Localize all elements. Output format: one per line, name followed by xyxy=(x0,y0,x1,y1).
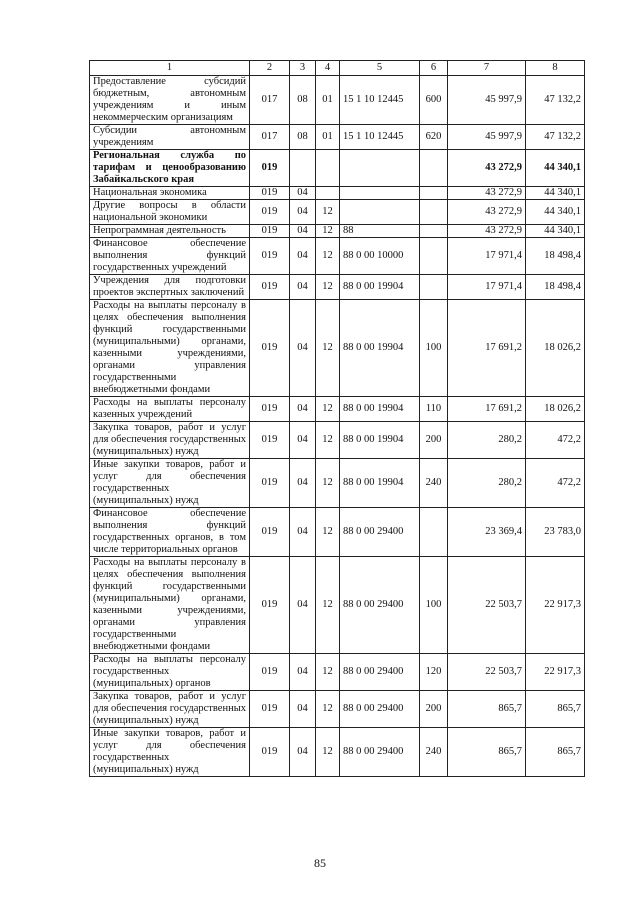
table-row xyxy=(90,275,585,300)
column-header: 1 xyxy=(90,61,250,76)
amount-year-2: 44 340,1 xyxy=(526,200,585,225)
amount-year-1: 17 691,2 xyxy=(448,397,526,422)
section-code: 04 xyxy=(290,459,316,508)
expense-type-code: 100 xyxy=(420,557,448,654)
amount-year-2: 865,7 xyxy=(526,691,585,728)
table-row xyxy=(90,397,585,422)
column-header: 8 xyxy=(526,61,585,76)
subsection-code xyxy=(316,187,340,200)
subsection-code: 12 xyxy=(316,508,340,557)
expense-type-code xyxy=(420,187,448,200)
section-code xyxy=(290,150,316,187)
row-description: Предоставление субсидий бюджетным, автономным учреждениям и иным некоммерческим организациям xyxy=(90,76,250,125)
amount-year-2: 18 026,2 xyxy=(526,300,585,397)
column-header: 2 xyxy=(250,61,290,76)
amount-year-1: 43 272,9 xyxy=(448,200,526,225)
table-row xyxy=(90,691,585,728)
section-code: 04 xyxy=(290,397,316,422)
admin-code: 019 xyxy=(250,225,290,238)
section-code: 04 xyxy=(290,508,316,557)
amount-year-2: 22 917,3 xyxy=(526,557,585,654)
table-row xyxy=(90,150,585,187)
column-header: 7 xyxy=(448,61,526,76)
expense-type-code: 100 xyxy=(420,300,448,397)
amount-year-2: 47 132,2 xyxy=(526,76,585,125)
target-article-code: 15 1 10 12445 xyxy=(340,125,420,150)
expense-type-code: 200 xyxy=(420,691,448,728)
amount-year-2: 18 498,4 xyxy=(526,275,585,300)
subsection-code: 12 xyxy=(316,275,340,300)
target-article-code: 88 xyxy=(340,225,420,238)
amount-year-1: 865,7 xyxy=(448,691,526,728)
amount-year-2: 44 340,1 xyxy=(526,225,585,238)
section-code: 04 xyxy=(290,300,316,397)
row-description: Иные закупки товаров, работ и услуг для обеспечения государственных (муниципальных) нужд xyxy=(90,459,250,508)
page-number: 85 xyxy=(314,856,326,870)
section-code: 04 xyxy=(290,654,316,691)
target-article-code: 88 0 00 19904 xyxy=(340,300,420,397)
admin-code: 019 xyxy=(250,728,290,777)
section-code: 04 xyxy=(290,187,316,200)
target-article-code: 88 0 00 19904 xyxy=(340,422,420,459)
expense-type-code xyxy=(420,275,448,300)
subsection-code: 12 xyxy=(316,459,340,508)
expense-type-code: 200 xyxy=(420,422,448,459)
amount-year-1: 280,2 xyxy=(448,459,526,508)
admin-code: 019 xyxy=(250,557,290,654)
amount-year-1: 865,7 xyxy=(448,728,526,777)
amount-year-2: 23 783,0 xyxy=(526,508,585,557)
table-row xyxy=(90,508,585,557)
table-row xyxy=(90,200,585,225)
section-code: 04 xyxy=(290,728,316,777)
amount-year-2: 865,7 xyxy=(526,728,585,777)
subsection-code: 12 xyxy=(316,728,340,777)
column-header: 4 xyxy=(316,61,340,76)
expense-type-code xyxy=(420,238,448,275)
target-article-code xyxy=(340,187,420,200)
row-description: Другие вопросы в области национальной экономики xyxy=(90,200,250,225)
amount-year-2: 44 340,1 xyxy=(526,150,585,187)
table-row xyxy=(90,459,585,508)
amount-year-2: 44 340,1 xyxy=(526,187,585,200)
row-description: Региональная служба по тарифам и ценообразованию Забайкальского края xyxy=(90,150,250,187)
subsection-code xyxy=(316,150,340,187)
table-body xyxy=(90,76,585,777)
amount-year-1: 280,2 xyxy=(448,422,526,459)
admin-code: 019 xyxy=(250,187,290,200)
subsection-code: 12 xyxy=(316,200,340,225)
amount-year-1: 23 369,4 xyxy=(448,508,526,557)
expense-type-code xyxy=(420,150,448,187)
budget-table xyxy=(89,60,585,777)
row-description: Закупка товаров, работ и услуг для обеспечения государственных (муниципальных) нужд xyxy=(90,691,250,728)
admin-code: 017 xyxy=(250,76,290,125)
row-description: Закупка товаров, работ и услуг для обеспечения государственных (муниципальных) нужд xyxy=(90,422,250,459)
section-code: 08 xyxy=(290,125,316,150)
amount-year-1: 45 997,9 xyxy=(448,76,526,125)
admin-code: 019 xyxy=(250,275,290,300)
section-code: 04 xyxy=(290,557,316,654)
table-row xyxy=(90,557,585,654)
target-article-code: 88 0 00 29400 xyxy=(340,691,420,728)
expense-type-code xyxy=(420,508,448,557)
table-row xyxy=(90,225,585,238)
amount-year-1: 17 971,4 xyxy=(448,275,526,300)
amount-year-1: 22 503,7 xyxy=(448,654,526,691)
amount-year-2: 47 132,2 xyxy=(526,125,585,150)
table-row xyxy=(90,654,585,691)
target-article-code: 88 0 00 19904 xyxy=(340,397,420,422)
target-article-code xyxy=(340,150,420,187)
table-row xyxy=(90,125,585,150)
row-description: Учреждения для подготовки проектов экспертных заключений xyxy=(90,275,250,300)
amount-year-1: 22 503,7 xyxy=(448,557,526,654)
row-description: Финансовое обеспечение выполнения функций государственных учреждений xyxy=(90,238,250,275)
expense-type-code xyxy=(420,200,448,225)
admin-code: 019 xyxy=(250,200,290,225)
admin-code: 017 xyxy=(250,125,290,150)
target-article-code: 88 0 00 29400 xyxy=(340,654,420,691)
admin-code: 019 xyxy=(250,422,290,459)
row-description: Финансовое обеспечение выполнения функций государственных органов, в том числе территориальных органов xyxy=(90,508,250,557)
column-header: 5 xyxy=(340,61,420,76)
admin-code: 019 xyxy=(250,459,290,508)
admin-code: 019 xyxy=(250,397,290,422)
target-article-code: 88 0 00 10000 xyxy=(340,238,420,275)
target-article-code: 15 1 10 12445 xyxy=(340,76,420,125)
expense-type-code: 240 xyxy=(420,728,448,777)
amount-year-1: 43 272,9 xyxy=(448,187,526,200)
column-header: 3 xyxy=(290,61,316,76)
table-row xyxy=(90,422,585,459)
header-row xyxy=(90,61,585,76)
expense-type-code: 110 xyxy=(420,397,448,422)
subsection-code: 12 xyxy=(316,557,340,654)
row-description: Расходы на выплаты персоналу в целях обеспечения выполнения функций государственными (муниципальными) органами, казенными учреждениями, органами управления государственными внебюджетными фондами xyxy=(90,557,250,654)
subsection-code: 12 xyxy=(316,238,340,275)
amount-year-2: 22 917,3 xyxy=(526,654,585,691)
amount-year-1: 43 272,9 xyxy=(448,225,526,238)
expense-type-code: 620 xyxy=(420,125,448,150)
subsection-code: 12 xyxy=(316,225,340,238)
subsection-code: 12 xyxy=(316,422,340,459)
subsection-code: 12 xyxy=(316,300,340,397)
section-code: 04 xyxy=(290,238,316,275)
section-code: 04 xyxy=(290,422,316,459)
table-row xyxy=(90,76,585,125)
subsection-code: 12 xyxy=(316,397,340,422)
admin-code: 019 xyxy=(250,300,290,397)
admin-code: 019 xyxy=(250,508,290,557)
admin-code: 019 xyxy=(250,654,290,691)
table-row xyxy=(90,728,585,777)
expense-type-code: 240 xyxy=(420,459,448,508)
section-code: 04 xyxy=(290,200,316,225)
row-description: Расходы на выплаты персоналу в целях обеспечения выполнения функций государственными (муниципальными) органами, казенными учреждениями, органами управления государственными внебюджетными фондами xyxy=(90,300,250,397)
amount-year-1: 17 971,4 xyxy=(448,238,526,275)
target-article-code: 88 0 00 29400 xyxy=(340,557,420,654)
target-article-code: 88 0 00 19904 xyxy=(340,459,420,508)
amount-year-1: 17 691,2 xyxy=(448,300,526,397)
expense-type-code: 120 xyxy=(420,654,448,691)
admin-code: 019 xyxy=(250,238,290,275)
section-code: 08 xyxy=(290,76,316,125)
admin-code: 019 xyxy=(250,691,290,728)
amount-year-2: 18 026,2 xyxy=(526,397,585,422)
row-description: Расходы на выплаты персоналу казенных учреждений xyxy=(90,397,250,422)
table-row xyxy=(90,300,585,397)
section-code: 04 xyxy=(290,225,316,238)
expense-type-code xyxy=(420,225,448,238)
subsection-code: 01 xyxy=(316,76,340,125)
subsection-code: 12 xyxy=(316,691,340,728)
subsection-code: 01 xyxy=(316,125,340,150)
subsection-code: 12 xyxy=(316,654,340,691)
target-article-code: 88 0 00 19904 xyxy=(340,275,420,300)
table-row xyxy=(90,238,585,275)
row-description: Национальная экономика xyxy=(90,187,250,200)
admin-code: 019 xyxy=(250,150,290,187)
amount-year-2: 472,2 xyxy=(526,459,585,508)
section-code: 04 xyxy=(290,691,316,728)
row-description: Субсидии автономным учреждениям xyxy=(90,125,250,150)
expense-type-code: 600 xyxy=(420,76,448,125)
target-article-code xyxy=(340,200,420,225)
amount-year-2: 18 498,4 xyxy=(526,238,585,275)
column-header: 6 xyxy=(420,61,448,76)
row-description: Расходы на выплаты персоналу государственных (муниципальных) органов xyxy=(90,654,250,691)
target-article-code: 88 0 00 29400 xyxy=(340,508,420,557)
row-description: Непрограммная деятельность xyxy=(90,225,250,238)
section-code: 04 xyxy=(290,275,316,300)
table-row xyxy=(90,187,585,200)
amount-year-1: 43 272,9 xyxy=(448,150,526,187)
amount-year-1: 45 997,9 xyxy=(448,125,526,150)
target-article-code: 88 0 00 29400 xyxy=(340,728,420,777)
amount-year-2: 472,2 xyxy=(526,422,585,459)
row-description: Иные закупки товаров, работ и услуг для обеспечения государственных (муниципальных) нужд xyxy=(90,728,250,777)
